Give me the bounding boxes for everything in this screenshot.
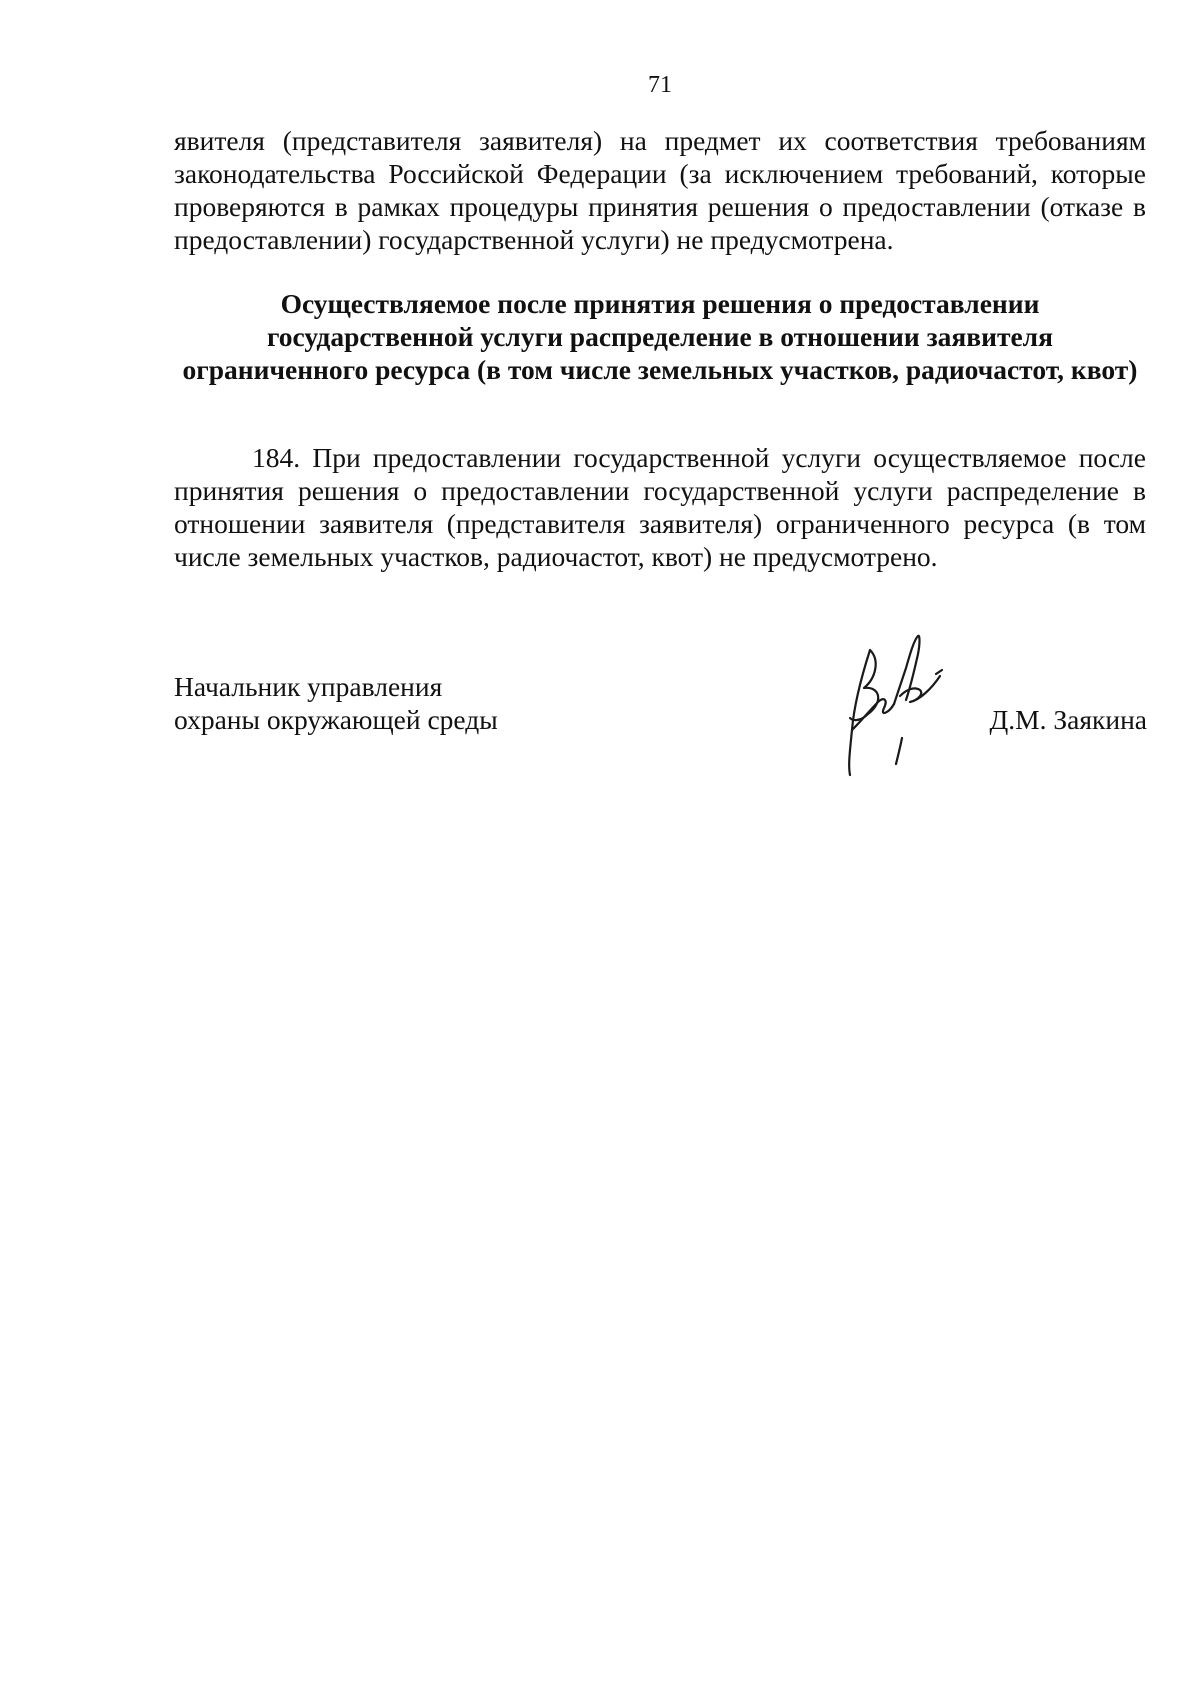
signatory-name: Д.М. Заякина [989, 704, 1147, 735]
continuation-paragraph: явителя (представителя заявителя) на предмет их соответствия требованиям законодательства Российской Федерации (за исключением требований, которые проверяются в рамках процедуры принятия решения о предоставлении (отказе в предоставлении) государственной услуги) не предусмотрена. [174, 125, 1146, 255]
page-number: 71 [648, 72, 672, 98]
signatory-position-line-2: охраны окружающей среды [174, 704, 498, 735]
handwritten-signature [840, 630, 960, 780]
signatory-position [174, 670, 498, 736]
section-heading: Осуществляемое после принятия решения о предоставлении государственной услуги распределение в отношении заявителя ограниченного ресурса (в том числе земельных участков, радиочастот, квот) [182, 288, 1138, 385]
paragraph-184: 184. При предоставлении государственной услуги осуществляемое после принятия решения о предоставлении государственной услуги распределение в отношении заявителя (представителя заявителя) ограниченного ресурса (в том числе земельных участков, радиочастот, квот) не предусмотрено. [174, 442, 1146, 572]
signatory-position-line-1: Начальник управления [174, 671, 443, 702]
